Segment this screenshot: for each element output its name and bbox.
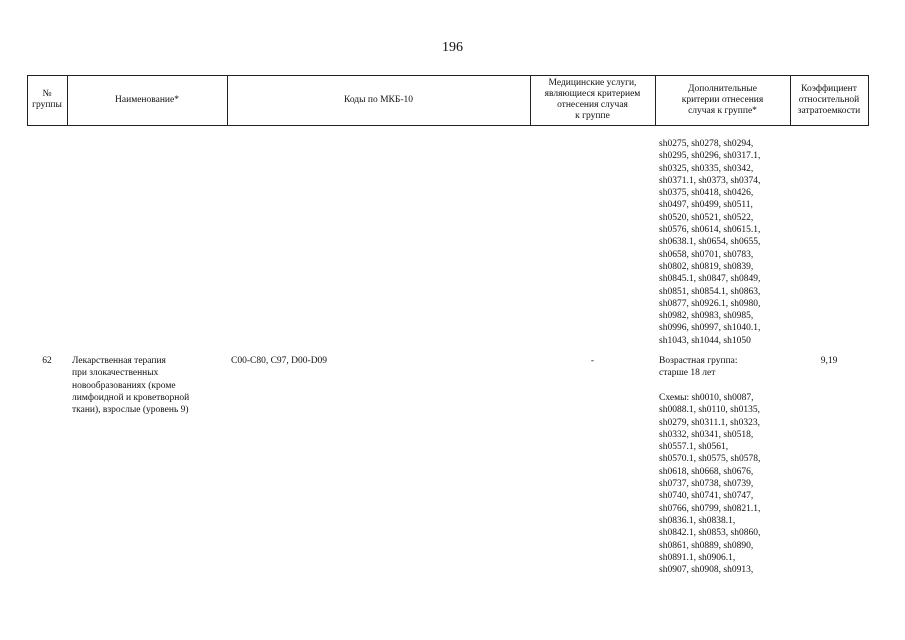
- row-name: Лекарственная терапия при злокачественных новообразованиях (кроме лимфоидной и кроветворной ткани), взрослые (уровень 9): [72, 356, 190, 416]
- table-header-bottom-border: [27, 125, 869, 126]
- header-coefficient: Коэффициент относительной затратоемкости: [797, 83, 861, 116]
- header-name: Наименование*: [115, 94, 179, 105]
- column-divider: [868, 75, 869, 125]
- header-medical-services: Медицинские услуги, являющиеся критерием отнесения случая к группе: [544, 78, 641, 121]
- header-group-number: № группы: [32, 89, 62, 110]
- row-icd-codes: C00-C80, C97, D00-D09: [231, 356, 328, 366]
- row-group-number: 62: [42, 356, 52, 366]
- row-age-group: Возрастная группа: старше 18 лет: [659, 356, 738, 379]
- row-schemes-list: Схемы: sh0010, sh0087, sh0088.1, sh0110, sh0135, sh0279, sh0311.1, sh0323, sh0332, sh0341, sh0518, sh0557.1, sh0561, sh0570.1, sh0575, sh0578, sh0618, sh0668, sh0676, sh0737, sh0738, sh0739, sh0740, sh0741, sh0747, sh0766, sh0799, sh0821.1, sh0836.1, sh0838.1, sh0842.1, sh0853, sh0860, sh0861, sh0889, sh0890, sh0891.1, sh0906.1, sh0907, sh0908, sh0913,: [659, 393, 761, 576]
- row-coefficient: 9,19: [820, 356, 838, 366]
- header-additional-criteria: Дополнительные критерии отнесения случая к группе*: [681, 83, 764, 116]
- header-icd-codes: Коды по МКБ-10: [343, 94, 414, 105]
- continued-schemes-list: sh0275, sh0278, sh0294, sh0295, sh0296, sh0317.1, sh0325, sh0335, sh0342, sh0371.1, sh0373, sh0374, sh0375, sh0418, sh0426, sh0497, sh0499, sh0511, sh0520, sh0521, sh0522, sh0576, sh0614, sh0615.1, sh0638.1, sh0654, sh0655, sh0658, sh0701, sh0783, sh0802, sh0819, sh0839, sh0845.1, sh0847, sh0849, sh0851, sh0854.1, sh0863, sh0877, sh0926.1, sh0980, sh0982, sh0983, sh0985, sh0996, sh0997, sh1040.1, sh1043, sh1044, sh1050: [659, 139, 761, 346]
- page-number: 196: [442, 40, 463, 55]
- row-medical-services: -: [590, 356, 595, 366]
